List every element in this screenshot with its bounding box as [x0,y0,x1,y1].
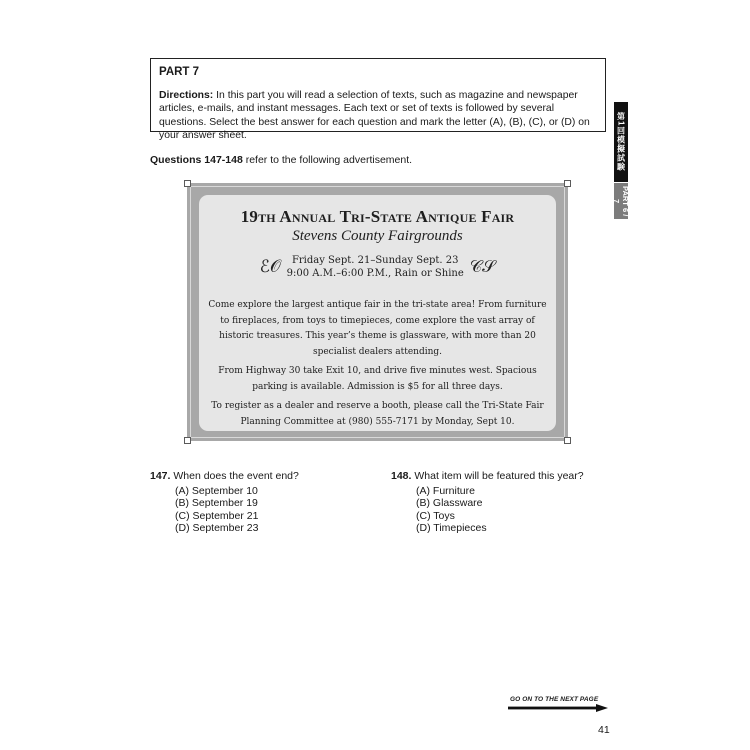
ad-subtitle: Stevens County Fairgrounds [292,228,463,244]
right-flourish-icon: 𝒞𝒮 [469,256,496,277]
ad-body [199,298,556,430]
advertisement-panel [199,195,556,431]
frame-corner-ornament [184,437,191,444]
questions-ref-text: refer to the following advertisement. [242,154,413,166]
ad-dates [199,254,556,280]
answer-option-d: (D) September 23 [175,521,259,534]
question-stem [150,470,299,482]
answer-option-a: (A) Furniture [416,485,475,498]
answer-option-d: (D) Timepieces [416,521,487,534]
answer-option-c: (C) September 21 [175,509,259,522]
ad-dates-line2: 9:00 A.M.–6:00 P.M., Rain or Shine [286,268,464,279]
answer-option-a: (A) September 10 [175,485,258,498]
question-stem [391,470,584,482]
page-number: 41 [598,724,610,736]
question-text: When does the event end? [170,470,299,482]
directions-label: Directions: [159,89,214,101]
directions-box [150,58,606,141]
right-arrow-icon [508,704,608,712]
ad-paragraph-intro: Come explore the largest antique fair in the tri-state area! From furniture to fireplaces, from toys to timepieces, come explore the vast array of historic treasures. This year’s theme is glassware, with more than 20 specialist dealers attending. [208,300,547,357]
ad-dates-text [287,254,464,280]
ad-paragraph-directions: From Highway 30 take Exit 10, and drive five minutes west. Spacious parking is available. Admission is $5 for all three days. [218,366,537,392]
directions-text [159,89,597,143]
questions-range: Questions 147-148 [150,154,243,166]
questions-reference [150,154,412,166]
question-147 [150,470,299,534]
question-number: 148. [391,470,412,482]
next-page-label: GO ON TO THE NEXT PAGE [510,696,599,703]
question-number: 147. [150,470,171,482]
ad-paragraph-registration: To register as a dealer and reserve a booth, please call the Tri-State Fair Planning Committee at (980) 555-7171 by Monday, Sept 10. [211,401,544,427]
frame-corner-ornament [564,180,571,187]
answer-option-b: (B) September 19 [175,497,258,510]
ad-title: 19th Annual Tri-State Antique Fair [240,207,515,226]
ad-dates-line1: Friday Sept. 21–Sunday Sept. 23 [291,255,459,266]
part-title: PART 7 [159,66,200,78]
frame-corner-ornament [184,180,191,187]
left-flourish-icon: ℰ𝒪 [259,256,281,277]
answer-option-c: (C) Toys [416,509,455,522]
next-page-indicator [508,696,608,712]
part-section-tab: PART 6 / 7 [614,183,628,219]
question-148 [391,470,584,534]
test-section-tab: 第1回模擬試験 [614,102,628,182]
answer-option-b: (B) Glassware [416,497,483,510]
frame-corner-ornament [564,437,571,444]
question-text: What item will be featured this year? [411,470,584,482]
directions-body: In this part you will read a selection of texts, such as magazine and newspaper articles, e-mails, and instant messages. Each text or set of texts is followed by several questions. Select the best answer for each question and mark the letter (A), (B), (C), or (D) on your answer sheet. [159,89,590,141]
